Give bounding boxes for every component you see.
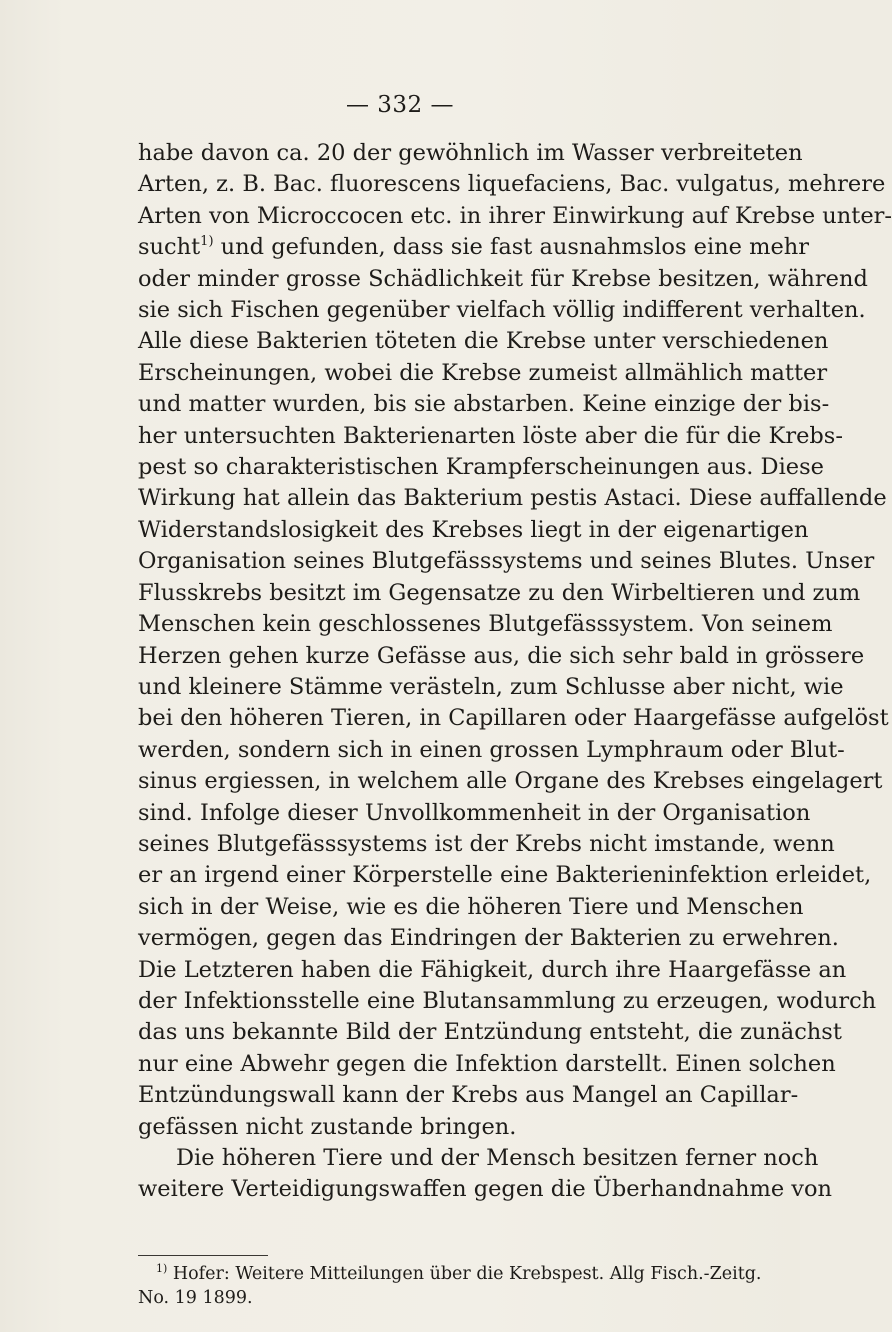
text-line: oder minder grosse Schädlichkeit für Krebse besitzen, während [138,265,868,292]
text-line: Menschen kein geschlossenes Blutgefässsystem. Von seinem [138,611,833,638]
footnote-line [138,1262,762,1286]
text-line: Entzündungswall kann der Krebs aus Mangel an Capillar- [138,1082,799,1109]
paragraph-end-line: gefässen nicht zustande bringen. [138,1113,517,1140]
footnote-line: No. 19 1899. [138,1288,253,1308]
text-fragment: und gefunden, dass sie fast ausnahmslos eine mehr [213,234,810,261]
text-fragment: sucht [138,234,201,261]
body-text [138,138,892,1206]
text-line: Flusskrebs besitzt im Gegensatze zu den Wirbeltieren und zum [138,579,861,606]
text-line: er an irgend einer Körperstelle eine Bakterieninfektion erleidet, [138,862,872,889]
footnote-reference: 1) [200,234,214,250]
text-line: Arten, z. B. Bac. fluorescens liquefaciens, Bac. vulgatus, mehrere [138,171,886,198]
footnote-text: Hofer: Weitere Mitteilungen über die Krebspest. Allg Fisch.-Zeitg. [167,1264,762,1284]
text-line: Widerstandslosigkeit des Krebses liegt in der eigenartigen [138,516,809,543]
text-line: das uns bekannte Bild der Entzündung entsteht, die zunächst [138,1019,842,1046]
text-line: Arten von Microccocen etc. in ihrer Einwirkung auf Krebse unter- [138,202,892,229]
text-line [138,232,810,263]
footnote-separator [138,1255,268,1256]
text-line: seines Blutgefässsystems ist der Krebs nicht imstande, wenn [138,830,835,857]
text-line: und kleinere Stämme verästeln, zum Schlusse aber nicht, wie [138,673,844,700]
text-line: bei den höheren Tieren, in Capillaren oder Haargefässe aufgelöst [138,705,889,732]
text-line: Die höheren Tiere und der Mensch besitzen ferner noch [176,1145,819,1171]
text-line: werden, sondern sich in einen grossen Lymphraum oder Blut- [138,736,845,763]
text-line: Herzen gehen kurze Gefässe aus, die sich sehr bald in grössere [138,642,865,669]
text-line: Die Letzteren haben die Fähigkeit, durch ihre Haargefässe an [138,956,847,983]
text-line: her untersuchten Bakterienarten löste aber die für die Krebs- [138,422,843,449]
text-line: habe davon ca. 20 der gewöhnlich im Wasser verbreiteten [138,140,803,166]
text-line: Wirkung hat allein das Bakterium pestis Astaci. Diese auffallende [138,485,887,512]
text-line: sinus ergiessen, in welchem alle Organe des Krebses eingelagert [138,768,883,795]
text-line: Organisation seines Blutgefässsystems und seines Blutes. Unser [138,548,875,575]
text-line: sie sich Fischen gegenüber vielfach völlig indifferent verhalten. [138,297,866,324]
text-line: weitere Verteidigungswaffen gegen die Überhandnahme von [138,1176,833,1203]
text-line: vermögen, gegen das Eindringen der Bakterien zu erwehren. [138,925,839,952]
text-line: sich in der Weise, wie es die höheren Tiere und Menschen [138,893,804,920]
text-line: Alle diese Bakterien töteten die Krebse unter verschiedenen [138,328,829,355]
page-number: — 332 — [345,92,455,118]
footnote-mark: 1) [156,1262,168,1275]
text-line: und matter wurden, bis sie abstarben. Keine einzige der bis- [138,391,830,418]
text-line: sind. Infolge dieser Unvollkommenheit in der Organisation [138,799,811,826]
text-line: Erscheinungen, wobei die Krebse zumeist allmählich matter [138,359,828,386]
footnote [138,1262,762,1310]
text-line: der Infektionsstelle eine Blutansammlung zu erzeugen, wodurch [138,987,877,1014]
text-line: nur eine Abwehr gegen die Infektion darstellt. Einen solchen [138,1050,836,1077]
text-line: pest so charakteristischen Krampferscheinungen aus. Diese [138,454,824,481]
